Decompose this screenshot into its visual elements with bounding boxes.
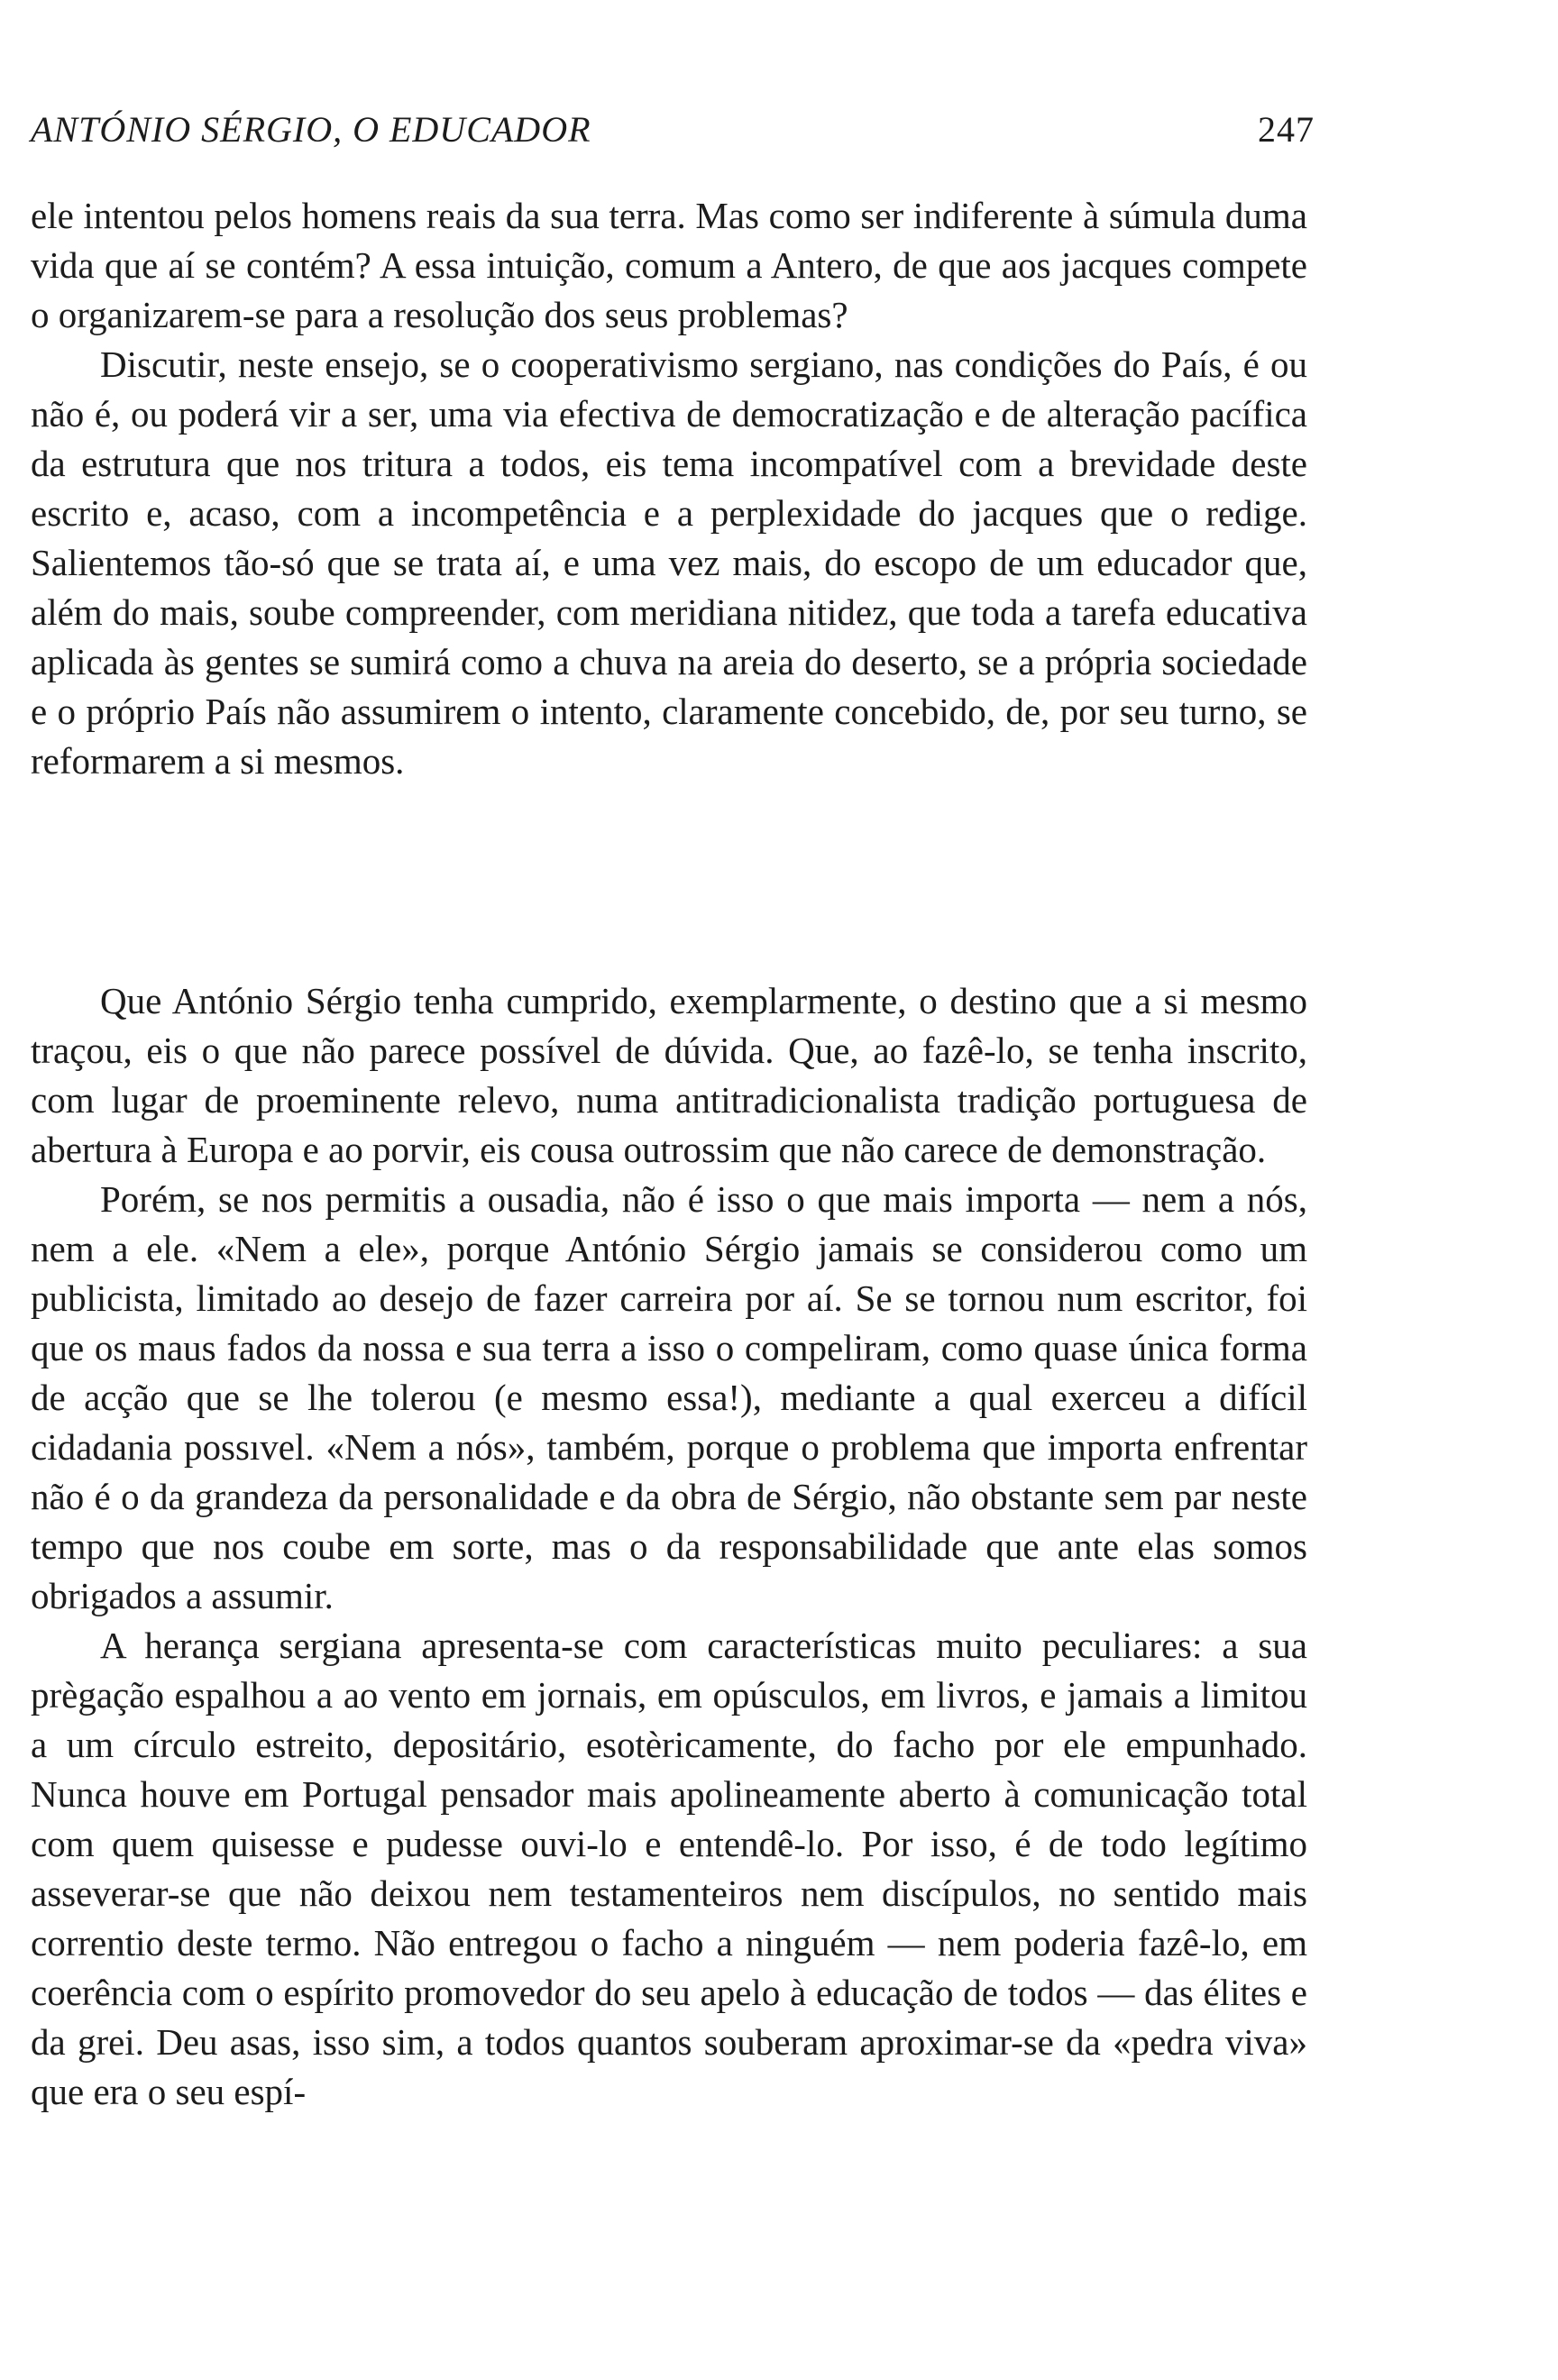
page-number: 247 — [1258, 109, 1315, 150]
paragraph: Discutir, neste ensejo, se o cooperativismo sergiano, nas condições do País, é ou não é, ou poderá vir a ser, uma via efectiva de democratização e de alteração pacífica da estrutura que nos tritura a todos, eis tema incompatível com a brevidade deste escrito e, acaso, com a incompetência e a perplexidade do jacques que o redige. Salientemos tão-só que se trata aí, e uma vez mais, do escopo de um educador que, além do mais, soube compreender, com meridiana nitidez, que toda a tarefa educativa aplicada às gentes se sumirá como a chuva na areia do deserto, se a própria sociedade e o próprio País não assumirem o intento, claramente concebido, de, por seu turno, se reformarem a si mesmos. — [31, 343, 1307, 782]
text-block-1 — [31, 191, 1307, 786]
paragraph: A herança sergiana apresenta-se com características muito peculiares: a sua prègação espalhou a ao vento em jornais, em opúsculos, em livros, e jamais a limitou a um círculo estreito, depositário, esotèricamente, do facho por ele empunhado. Nunca houve em Portugal pensador mais apolineamente aberto à comunicação total com quem quisesse e pudesse ouvi-lo e entendê-lo. Por isso, é de todo legítimo asseverar-se que não deixou nem testamenteiros nem discípulos, no sentido mais correntio deste termo. Não entregou o facho a ninguém — nem poderia fazê-lo, em coerência com o espírito promovedor do seu apelo à educação de todos — das élites e da grei. Deu asas, isso sim, a todos quantos souberam aproximar-se da «pedra viva» que era o seu espí- — [31, 1625, 1307, 2112]
page-header — [31, 108, 1315, 159]
paragraph: Que António Sérgio tenha cumprido, exemplarmente, o destino que a si mesmo traçou, eis o que não parece possível de dúvida. Que, ao fazê-lo, se tenha inscrito, com lugar de proeminente relevo, numa antitradicionalista tradição portuguesa de abertura à Europa e ao porvir, eis cousa outrossim que não carece de demonstração. — [31, 980, 1307, 1170]
paragraph-continued: ele intentou pelos homens reais da sua terra. Mas como ser indiferente à súmula duma vida que aí se contém? A essa intuição, comum a Antero, de que aos jacques compete o organizarem-se para a resolução dos seus problemas? — [31, 195, 1307, 335]
paragraph: Porém, se nos permitis a ousadia, não é isso o que mais importa — nem a nós, nem a ele. «Nem a ele», porque António Sérgio jamais se considerou como um publicista, limitado ao desejo de fazer carreira por aí. Se se tornou num escritor, foi que os maus fados da nossa e sua terra a isso o compeliram, como quase única forma de acção que se lhe tolerou (e mesmo essa!), mediante a qual exerceu a difícil cidadania possıvel. «Nem a nós», também, porque o problema que importa enfrentar não é o da grandeza da personalidade e da obra de Sérgio, não obstante sem par neste tempo que nos coube em sorte, mas o da responsabilidade que ante elas somos obrigados a assumir. — [31, 1178, 1307, 1616]
text-block-2 — [31, 976, 1307, 2117]
running-title: ANTÓNIO SÉRGIO, O EDUCADOR — [31, 109, 591, 150]
